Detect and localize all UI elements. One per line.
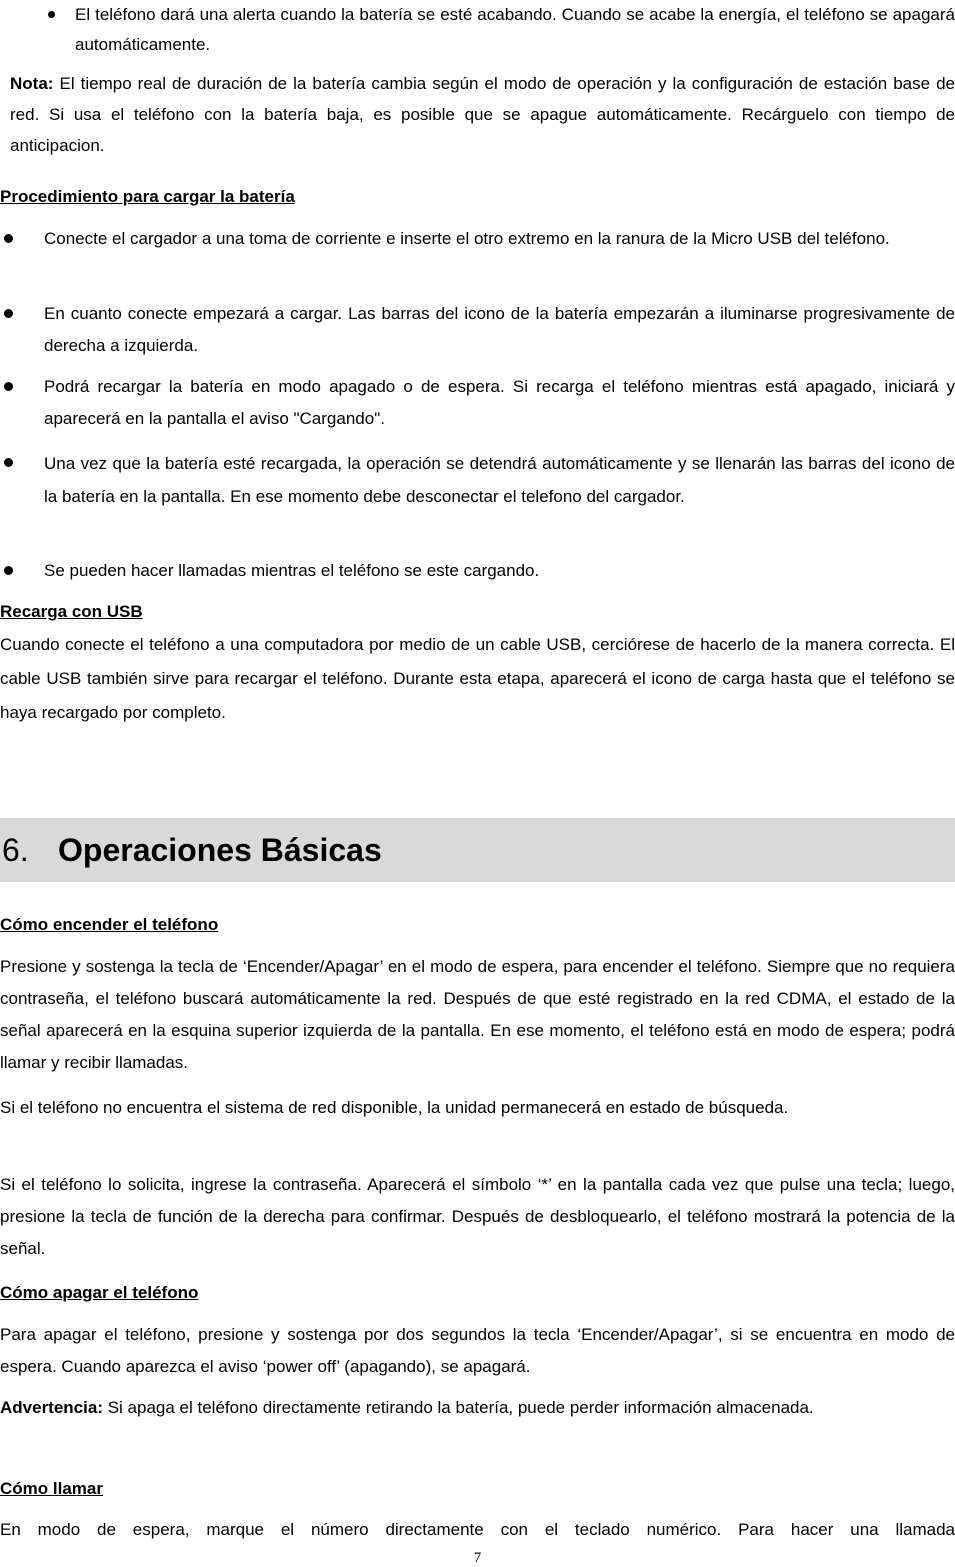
usb-heading: Recarga con USB — [0, 602, 143, 621]
bullet-icon — [48, 11, 55, 18]
note-label: Nota: — [10, 74, 54, 93]
power-off-heading: Cómo apagar el teléfono — [0, 1283, 199, 1302]
bullet-icon — [4, 234, 13, 243]
power-on-p1: Presione y sostenga la tecla de ‘Encender/Apagar’ en el modo de espera, para encender el teléfono. Siempre que no requiera contraseña, el teléfono buscará automáticamente la red. Después de que esté registrado en la red CDMA, el estado de la señal aparecerá en la esquina superior izquierda de la pantalla. En ese momento, el teléfono está en modo de espera; podrá llamar y recibir llamadas. — [0, 957, 955, 1072]
charging-item: Podrá recargar la batería en modo apagado o de espera. Si recarga el teléfono mientras está apagado, iniciará y aparecerá en la pantalla el aviso "Cargando". — [44, 377, 955, 428]
bullet-icon — [4, 382, 13, 391]
call-p1: En modo de espera, marque el número directamente con el teclado numérico. Para hacer una llamada — [0, 1520, 955, 1539]
call-heading: Cómo llamar — [0, 1479, 103, 1498]
section-title: Operaciones Básicas — [58, 832, 382, 868]
power-off-p1: Para apagar el teléfono, presione y sostenga por dos segundos la tecla ‘Encender/Apagar’, si se encuentra en modo de espera. Cuando aparezca el aviso ‘power off’ (apagando), se apagará. — [0, 1325, 955, 1376]
power-on-heading: Cómo encender el teléfono — [0, 915, 219, 934]
charging-item: En cuanto conecte empezará a cargar. Las barras del icono de la batería empezarán a iluminarse progresivamente de derecha a izquierda. — [44, 304, 955, 355]
charging-item: Una vez que la batería esté recargada, la operación se detendrá automáticamente y se llenarán las barras del icono de la batería en la pantalla. En ese momento debe desconectar el telefono del cargador. — [44, 454, 955, 506]
battery-note — [10, 68, 955, 161]
page-number: 7 — [473, 1550, 482, 1566]
bullet-icon — [4, 309, 13, 318]
charging-item: Conecte el cargador a una toma de corriente e inserte el otro extremo en la ranura de la Micro USB del teléfono. — [44, 229, 890, 248]
note-text: El tiempo real de duración de la batería cambia según el modo de operación y la configuración de estación base de red. Si usa el teléfono con la batería baja, es posible que se apague automáticamente. Recárguelo con tiempo de anticipacion. — [10, 74, 955, 155]
section-number: 6. — [2, 832, 29, 868]
section-header — [0, 818, 955, 882]
bullet-icon — [4, 458, 13, 467]
intro-bullet-text: El teléfono dará una alerta cuando la batería se esté acabando. Cuando se acabe la energía, el teléfono se apagará automáticamente. — [75, 5, 955, 54]
power-on-p3: Si el teléfono lo solicita, ingrese la contraseña. Aparecerá el símbolo ‘*’ en la pantalla cada vez que pulse una tecla; luego, presione la tecla de función de la derecha para confirmar. Después de desbloquearlo, el teléfono mostrará la potencia de la señal. — [0, 1175, 955, 1258]
power-on-p2: Si el teléfono no encuentra el sistema de red disponible, la unidad permanecerá en estado de búsqueda. — [0, 1098, 789, 1117]
bullet-icon — [4, 566, 13, 575]
charging-item: Se pueden hacer llamadas mientras el teléfono se este cargando. — [44, 561, 540, 580]
usb-text: Cuando conecte el teléfono a una computadora por medio de un cable USB, cerciórese de hacerlo de la manera correcta. El cable USB también sirve para recargar el teléfono. Durante esta etapa, aparecerá el icono de carga hasta que el teléfono se haya recargado por completo. — [0, 635, 955, 722]
warning-text: Si apaga el teléfono directamente retirando la batería, puede perder información almacenada. — [102, 1398, 814, 1417]
power-off-warning — [0, 1392, 955, 1424]
warning-label: Advertencia: — [0, 1398, 103, 1417]
charging-heading: Procedimiento para cargar la batería — [0, 187, 295, 206]
